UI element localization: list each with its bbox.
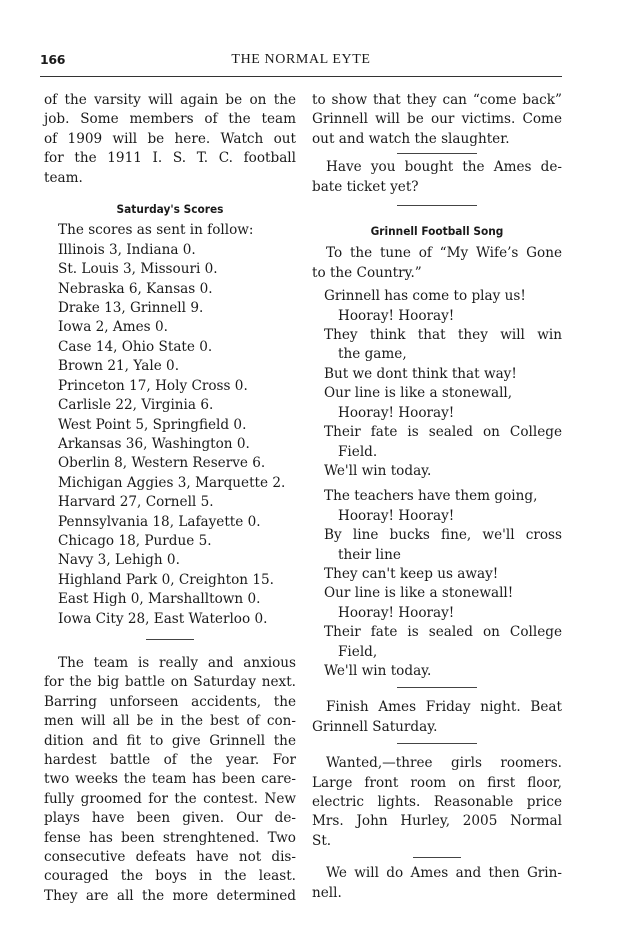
song-line: Our line is like a stonewall!: [324, 585, 514, 602]
score-item: Illinois 3, Indiana 0.: [58, 241, 196, 258]
song-line: Field.: [338, 443, 378, 460]
text-line: to the Country.”: [312, 264, 422, 281]
song-line: They can't keep us away!: [324, 565, 499, 582]
song-line: Hooray! Hooray!: [338, 404, 455, 421]
song-line: By line bucks fine, we'll cross: [324, 527, 562, 544]
text-line: bate ticket yet?: [312, 178, 419, 195]
score-item: Case 14, Ohio State 0.: [58, 338, 213, 355]
running-title: THE NORMAL EYTE: [231, 52, 371, 67]
song-line: They think that they will win: [324, 327, 562, 344]
song-line: Hooray! Hooray!: [338, 507, 455, 524]
text-line: out and watch the slaughter.: [312, 130, 510, 147]
song-line: The teachers have them going,: [324, 488, 538, 505]
score-item: Drake 13, Grinnell 9.: [58, 300, 204, 317]
score-item: West Point 5, Springfield 0.: [58, 416, 247, 433]
score-item: Iowa City 28, East Waterloo 0.: [58, 610, 268, 627]
song-line: Our line is like a stonewall,: [324, 385, 513, 402]
song-line: Their fate is sealed on College: [324, 624, 562, 641]
score-item: Nebraska 6, Kansas 0.: [58, 280, 213, 297]
score-item: Brown 21, Yale 0.: [58, 358, 180, 375]
song-heading: Grinnell Football Song: [370, 224, 504, 239]
text-line: They are all the more determined: [44, 887, 296, 904]
text-line: To the tune of “My Wife’s Gone: [326, 245, 562, 262]
varsity-paragraph: [44, 91, 296, 188]
score-item: East High 0, Marshalltown 0.: [58, 591, 261, 608]
text-line: Have you bought the Ames de-: [326, 159, 562, 176]
score-item: Oberlin 8, Western Reserve 6.: [58, 455, 266, 472]
text-line: fense has been strenghtened. Two: [44, 829, 296, 846]
finish-paragraph: [312, 698, 562, 737]
text-line: Grinnell Saturday.: [312, 718, 438, 735]
song-line: Grinnell has come to play us!: [324, 288, 526, 305]
text-line: job. Some members of the team: [44, 111, 296, 128]
score-item: St. Louis 3, Missouri 0.: [58, 261, 218, 278]
text-line: men will all be in the best of con-: [44, 713, 296, 730]
score-item: Chicago 18, Purdue 5.: [58, 532, 212, 549]
score-item: Harvard 27, Cornell 5.: [58, 494, 214, 511]
score-item: Highland Park 0, Creighton 15.: [58, 571, 274, 588]
section-divider: [397, 153, 477, 154]
score-item: Arkansas 36, Washington 0.: [58, 435, 250, 452]
header-rule: [40, 76, 562, 77]
song-line: Their fate is sealed on College: [324, 424, 562, 441]
text-line: for the big battle on Saturday next.: [44, 674, 296, 691]
text-line: Large front room on first floor,: [312, 774, 562, 791]
score-item: Pennsylvania 18, Lafayette 0.: [58, 513, 261, 530]
song-line: the game,: [338, 346, 407, 363]
song-line: Hooray! Hooray!: [338, 307, 455, 324]
text-line: Wanted,—three girls roomers.: [326, 755, 562, 772]
text-line: We will do Ames and then Grin-: [326, 865, 562, 882]
tune-paragraph: [312, 244, 562, 283]
text-line: Grinnell will be our victims. Come: [312, 111, 562, 128]
page-header: [40, 52, 562, 72]
song-line: Field,: [338, 643, 378, 660]
left-column: [44, 91, 296, 906]
score-item: Carlisle 22, Virginia 6.: [58, 397, 214, 414]
section-divider: [397, 687, 477, 688]
score-item: Michigan Aggies 3, Marquette 2.: [58, 474, 286, 491]
page-number: 166: [40, 52, 66, 67]
text-line: Finish Ames Friday night. Beat: [326, 699, 562, 716]
section-divider: [397, 205, 477, 206]
text-line: Barring unforseen accidents, the: [44, 693, 296, 710]
closing-paragraph: [312, 864, 562, 903]
section-divider: [413, 857, 461, 858]
text-line: The team is really and anxious: [58, 654, 296, 671]
text-line: of 1909 will be here. Watch out: [44, 130, 296, 147]
debate-paragraph: [312, 158, 562, 197]
section-divider: [146, 639, 194, 640]
score-item: Princeton 17, Holy Cross 0.: [58, 377, 248, 394]
text-line: of the varsity will again be on the: [44, 92, 296, 108]
song-line: We'll win today.: [324, 662, 432, 679]
text-line: fully groomed for the contest. New: [44, 790, 296, 807]
text-line: dition and fit to give Grinnell the: [44, 732, 296, 749]
song-stanza-2: [312, 487, 562, 681]
text-line: team.: [44, 169, 83, 186]
right-column: [312, 91, 562, 903]
scores-list: [44, 221, 296, 629]
song-line: We'll win today.: [324, 462, 432, 479]
text-line: for the 1911 I. S. T. C. football: [44, 150, 296, 167]
text-line: nell.: [312, 884, 342, 901]
continuation-paragraph: [312, 91, 562, 149]
text-line: hardest battle of the year. For: [44, 752, 296, 768]
text-line: to show that they can “come back”: [312, 92, 562, 108]
song-stanza-1: [312, 287, 562, 481]
song-line: their line: [338, 546, 401, 563]
song-line: But we dont think that way!: [324, 365, 517, 382]
wanted-paragraph: [312, 754, 562, 851]
scores-intro: The scores as sent in follow:: [58, 222, 254, 239]
text-line: consecutive defeats have not dis-: [44, 849, 296, 866]
scores-heading: Saturday's Scores: [116, 202, 224, 217]
team-paragraph: [44, 654, 296, 906]
text-line: St.: [312, 832, 332, 849]
section-divider: [397, 743, 477, 744]
text-line: two weeks the team has been care-: [44, 771, 296, 788]
score-item: Navy 3, Lehigh 0.: [58, 552, 180, 569]
text-line: Mrs. John Hurley, 2005 Normal: [312, 813, 562, 830]
text-line: electric lights. Reasonable price: [312, 794, 562, 810]
score-item: Iowa 2, Ames 0.: [58, 319, 168, 336]
text-line: couraged the boys in the least.: [44, 868, 296, 885]
text-line: plays have been given. Our de-: [44, 810, 296, 827]
song-line: Hooray! Hooray!: [338, 604, 455, 621]
